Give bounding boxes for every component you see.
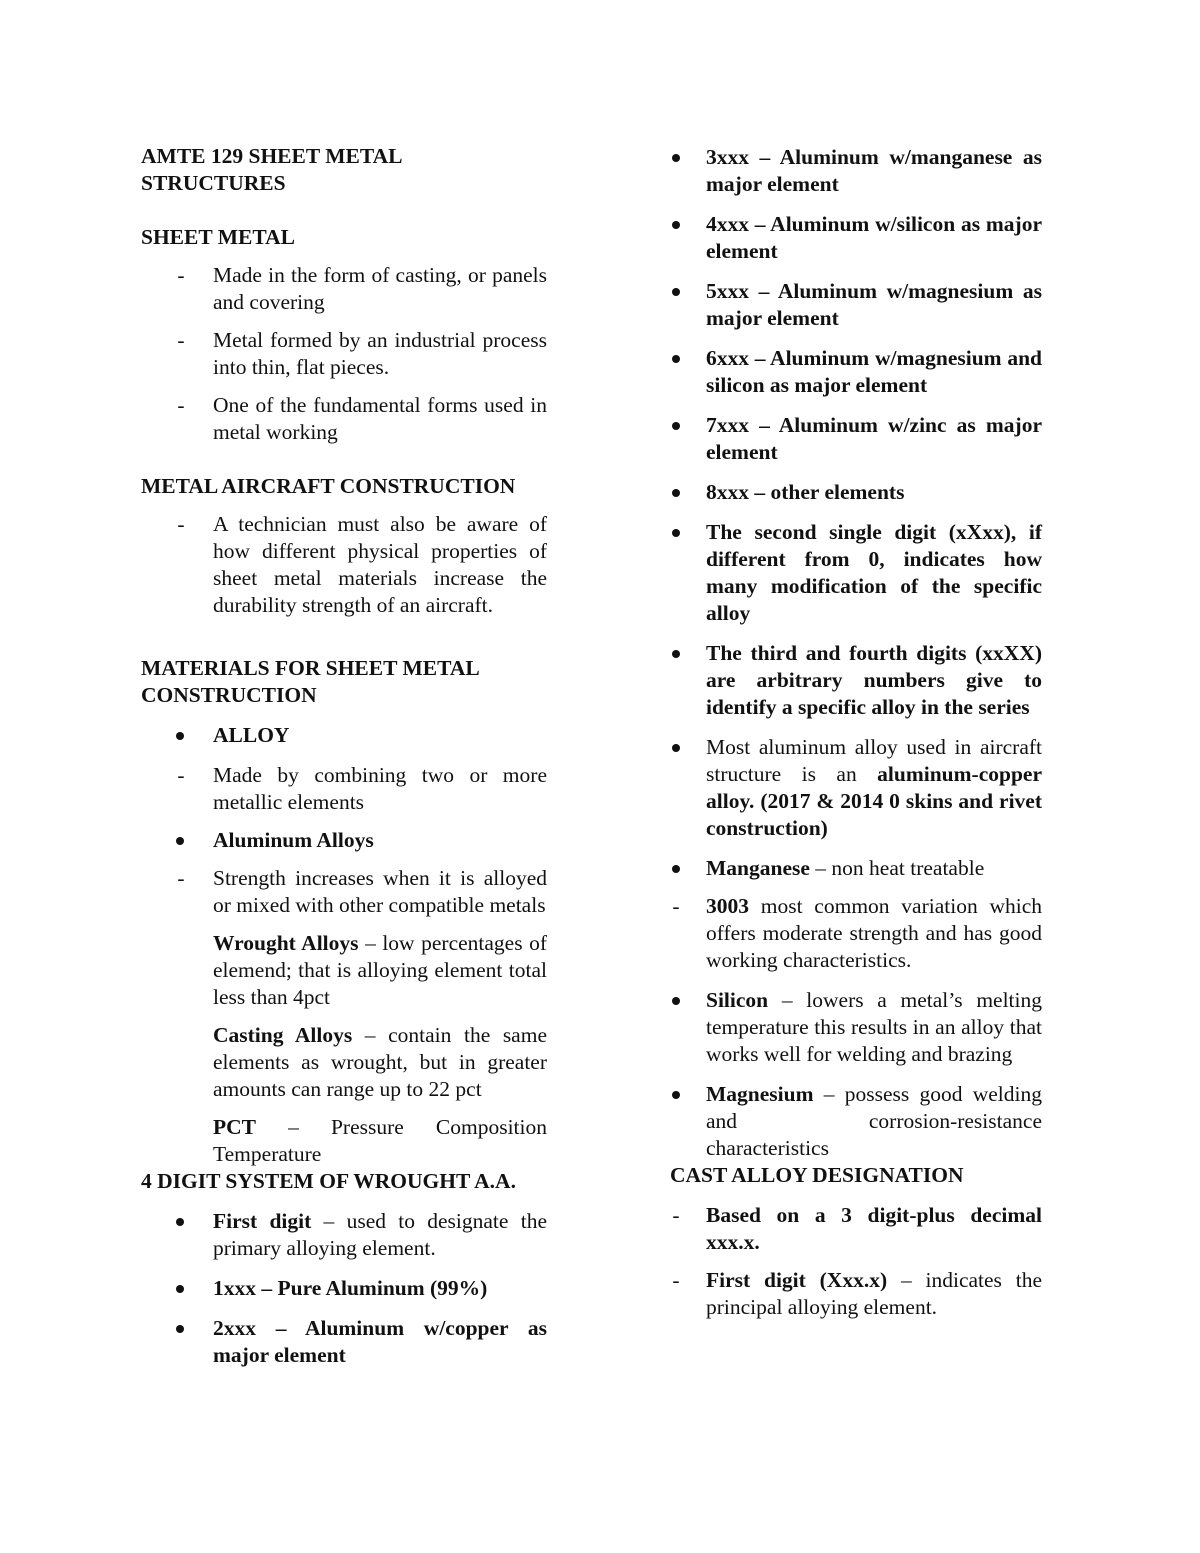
bullet-item	[670, 479, 1042, 506]
bullet-item	[141, 1315, 547, 1369]
section-heading-materials	[141, 655, 547, 709]
dash-marker: -	[177, 763, 185, 787]
bullet-icon	[672, 529, 680, 537]
bullet-item	[141, 722, 547, 749]
bullet-item	[670, 278, 1042, 332]
list-item	[141, 392, 547, 446]
text-part: Most aluminum alloy used in aircraft structure is an	[706, 735, 1042, 786]
list-item	[141, 865, 547, 919]
bullet-item-text: 8xxx – other elements	[706, 480, 905, 504]
term: First digit (Xxx.x)	[706, 1268, 888, 1292]
bullet-item-text: 7xxx – Aluminum w/zinc as major element	[706, 413, 1042, 464]
dash-marker: -	[177, 328, 185, 352]
bullet-item	[141, 1275, 547, 1302]
bullet-item-text: 1xxx – Pure Aluminum (99%)	[213, 1276, 488, 1300]
section-heading-metal-aircraft: METAL AIRCRAFT CONSTRUCTION	[141, 474, 516, 498]
bullet-item-text: 4xxx – Aluminum w/silicon as major element	[706, 212, 1042, 263]
definition: – possess good welding and corrosion-resistance characteristics	[706, 1082, 1043, 1160]
definition: – indicates the principal alloying element.	[706, 1268, 1043, 1319]
term: Wrought Alloys	[213, 931, 359, 955]
dash-marker: -	[177, 393, 185, 417]
right-column	[670, 144, 1042, 1321]
bullet-item-text: Aluminum Alloys	[213, 828, 374, 852]
definition: most common variation which offers moderate strength and has good working characteristics.	[706, 894, 1042, 972]
text-part-bold: aluminum-copper alloy. (2017 & 2014 0 skins and rivet construction)	[706, 762, 1042, 840]
term: 3003	[706, 894, 749, 918]
term: PCT	[213, 1115, 256, 1139]
definition-casting-alloys	[141, 1022, 547, 1103]
term: First digit	[213, 1209, 312, 1233]
dash-marker: -	[672, 1203, 680, 1227]
list-item	[670, 1202, 1042, 1256]
bullet-icon	[176, 732, 184, 740]
bullet-icon	[672, 422, 680, 430]
document-title	[141, 143, 547, 197]
section-heading-4-digit: 4 DIGIT SYSTEM OF WROUGHT A.A.	[141, 1169, 516, 1193]
list-item-text: Strength increases when it is alloyed or mixed with other compatible metals	[213, 866, 547, 917]
bullet-item	[670, 987, 1042, 1068]
bullet-icon	[176, 1325, 184, 1333]
definition: – Pressure Composition Temperature	[213, 1115, 548, 1166]
term: Silicon	[706, 988, 769, 1012]
section-heading-sheet-metal: SHEET METAL	[141, 225, 295, 249]
materials-heading-line-2: CONSTRUCTION	[141, 683, 317, 707]
bullet-icon	[176, 837, 184, 845]
list-item-text: Metal formed by an industrial process into thin, flat pieces.	[213, 328, 547, 379]
list-item-text: One of the fundamental forms used in metal working	[213, 393, 547, 444]
list-item	[141, 327, 547, 381]
bullet-item-text: 5xxx – Aluminum w/magnesium as major element	[706, 279, 1042, 330]
bullet-icon	[672, 744, 680, 752]
bullet-item	[670, 734, 1042, 842]
definition: – low percentages of elemend; that is alloying element total less than 4pct	[213, 931, 548, 1009]
bullet-item	[670, 1081, 1042, 1162]
bullet-icon	[672, 997, 680, 1005]
term: Magnesium	[706, 1082, 814, 1106]
bullet-item-text: 2xxx – Aluminum w/copper as major element	[213, 1316, 547, 1367]
list-item-text: Based on a 3 digit-plus decimal xxx.x.	[706, 1203, 1042, 1254]
dash-marker: -	[672, 894, 680, 918]
definition: – used to designate the primary alloying element.	[213, 1209, 547, 1260]
bullet-item-text: The third and fourth digits (xxXX) are arbitrary numbers give to identify a specific alloy in the series	[706, 641, 1042, 719]
definition-wrought-alloys	[141, 930, 547, 1011]
definition: – non heat treatable	[815, 856, 985, 880]
bullet-item-text: 3xxx – Aluminum w/manganese as major element	[706, 145, 1042, 196]
bullet-icon	[176, 1218, 184, 1226]
list-item-text: Made by combining two or more metallic elements	[213, 763, 547, 814]
bullet-item	[670, 640, 1042, 721]
materials-heading-line-1: MATERIALS FOR SHEET METAL	[141, 656, 480, 680]
bullet-item	[670, 412, 1042, 466]
bullet-icon	[672, 154, 680, 162]
bullet-icon	[176, 1285, 184, 1293]
definition: – contain the same elements as wrought, but in greater amounts can range up to 22 pct	[213, 1023, 547, 1101]
bullet-icon	[672, 489, 680, 497]
bullet-item	[141, 827, 547, 854]
list-item	[141, 262, 547, 316]
title-line-1: AMTE 129 SHEET METAL	[141, 144, 403, 168]
bullet-item	[670, 211, 1042, 265]
bullet-icon	[672, 221, 680, 229]
bullet-item	[670, 519, 1042, 627]
bullet-item	[670, 345, 1042, 399]
section-heading-cast-alloy: CAST ALLOY DESIGNATION	[670, 1163, 964, 1187]
dash-marker: -	[672, 1268, 680, 1292]
left-column	[141, 143, 547, 1369]
list-item	[141, 762, 547, 816]
bullet-item	[670, 144, 1042, 198]
term: Casting Alloys	[213, 1023, 353, 1047]
list-item	[141, 511, 547, 619]
bullet-icon	[672, 355, 680, 363]
bullet-item-text: The second single digit (xXxx), if different from 0, indicates how many modification of the specific alloy	[706, 520, 1042, 625]
dash-marker: -	[177, 866, 185, 890]
list-item-text: Made in the form of casting, or panels and covering	[213, 263, 547, 314]
list-item	[670, 1267, 1042, 1321]
bullet-icon	[672, 650, 680, 658]
dash-marker: -	[177, 263, 185, 287]
term: Manganese	[706, 856, 810, 880]
bullet-icon	[672, 288, 680, 296]
list-item-text: A technician must also be aware of how different physical properties of sheet metal materials increase the durability strength of an aircraft.	[213, 512, 547, 617]
bullet-item-text: ALLOY	[213, 723, 290, 747]
bullet-item	[670, 855, 1042, 882]
list-item	[670, 893, 1042, 974]
definition-pct	[141, 1114, 547, 1168]
bullet-icon	[672, 1091, 680, 1099]
definition: – lowers a metal’s melting temperature this results in an alloy that works well for welding and brazing	[706, 988, 1043, 1066]
bullet-item-text: 6xxx – Aluminum w/magnesium and silicon as major element	[706, 346, 1042, 397]
title-line-2: STRUCTURES	[141, 171, 286, 195]
dash-marker: -	[177, 512, 185, 536]
bullet-icon	[672, 865, 680, 873]
bullet-item	[141, 1208, 547, 1262]
